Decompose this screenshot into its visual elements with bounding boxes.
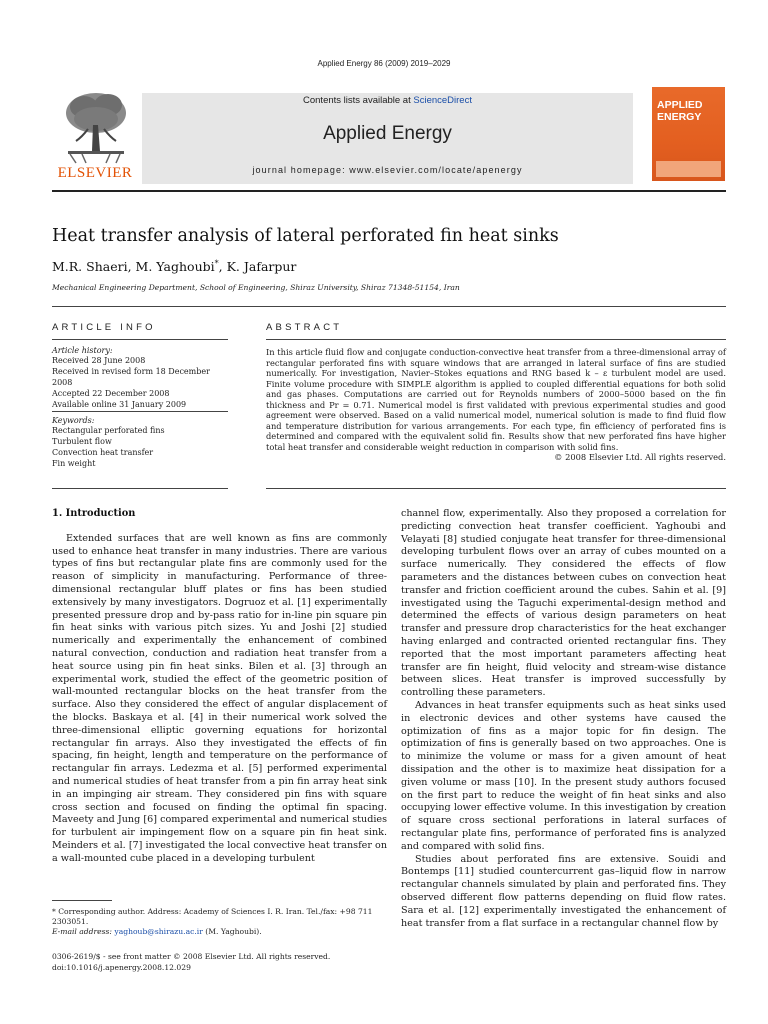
keyword: Fin weight — [52, 459, 96, 468]
journal-title: Applied Energy — [323, 123, 452, 144]
header-rule — [52, 190, 726, 192]
paragraph: Advances in heat transfer equipments such as heat sinks used in electronic devices and other systems have caused the optimization of fins as a major topic for fin design. The optimization of fins is generally based on two approaches. One is to minimize the volume or mass for a given amount of heat dissipation and the other is to maximize heat dissipation for a given volume or mass [10]. In the present study authors focused on the first part to reduce the weight of fin heat sinks and also occupying lower effective volume. In this investigation by creation of square cross sectional perforations in lateral surfaces of rectangular plate fins, performance of perforated fins is analyzed and compared with solid fins. — [401, 699, 726, 852]
issn-line: 0306-2619/$ - see front matter © 2008 Elsevier Ltd. All rights reserved. — [52, 952, 331, 961]
history-item: Received 28 June 2008 — [52, 356, 146, 365]
abstract-body — [266, 347, 726, 463]
email-link[interactable]: yaghoub@shirazu.ac.ir — [114, 927, 203, 936]
keyword: Convection heat transfer — [52, 448, 154, 457]
keyword: Rectangular perforated fins — [52, 426, 165, 435]
abstract-heading: ABSTRACT — [266, 322, 343, 333]
journal-masthead — [52, 85, 726, 185]
section-title: 1. Introduction — [52, 508, 136, 519]
email-suffix: (M. Yaghoubi). — [205, 927, 262, 936]
doi-line[interactable]: doi:10.1016/j.apenergy.2008.12.029 — [52, 963, 191, 972]
article-history — [52, 346, 228, 410]
corresponding-author-note: * Corresponding author. Address: Academy of Sciences I. R. Iran. Tel./fax: +98 711 2303051. — [52, 907, 373, 926]
journal-reference: Applied Energy 86 (2009) 2019–2029 — [317, 59, 451, 68]
divider — [52, 411, 228, 412]
history-item: Available online 31 January 2009 — [52, 400, 187, 409]
front-matter — [52, 951, 330, 973]
author-list — [52, 259, 296, 274]
cover-title — [657, 99, 723, 123]
contents-line — [142, 95, 633, 106]
paragraph: Extended surfaces that are well known as fins are commonly used to enhance heat transfer in many industries. There are various types of fins but rectangular plate fins are commonly used for the reason of simplicity in manufacturing. Performance of three-dimensional rectangular bluff plates or fins has been studied extensively by many investigators. Dogruoz et al. [1] experimentally presented pressure drop and by-pass ratio for in-line pin square pin fin heat sinks with various pitch sizes. Yu and Joshi [2] studied numerically and experimentally the enhancement of combined natural convection, conduction and radiation heat transfer from a heat source using pin fin heat sinks. Bilen et al. [3] through an experimental work, studied the effect of the geometric position of wall-mounted rectangular blocks on the heat transfer from the surface. Also they considered the effect of angular displacement of the blocks. Baskaya et al. [4] in their numerical work solved the three-dimensional elliptic governing equations for horizontal rectangular fin arrays. Also they investigated the effects of fin spacing, fin height, length and temperature on the performance of rectangular fin arrays. Ledezma et al. [5] performed experimental and numerical studies of heat transfer from a pin fin array heat sink in an impinging air stream. They considered pin fins with square cross section and focused on finding the optimal fin spacing. Maveety and Jung [6] compared experimental and numerical studies for turbulent air impingement flow on a square pin fin heat sink. Meinders et al. [7] investigated the local convective heat transfer on a wall-mounted cube placed in a developing turbulent — [52, 532, 387, 864]
cover-band — [656, 161, 721, 177]
journal-cover[interactable] — [652, 87, 725, 181]
divider — [52, 339, 228, 340]
article-title: Heat transfer analysis of lateral perforated fin heat sinks — [52, 226, 559, 246]
tree-icon — [62, 89, 130, 165]
article-info-heading: ARTICLE INFO — [52, 322, 156, 333]
divider — [266, 488, 726, 489]
keyword: Turbulent flow — [52, 437, 112, 446]
footnote-rule — [52, 900, 112, 901]
divider — [266, 339, 726, 340]
paragraph: channel flow, experimentally. Also they proposed a correlation for predicting convection heat transfer coefficient. Yaghoubi and Velayati [8] studied conjugate heat transfer for three-dimensional developing turbulent flows over an array of cubes mounted on a surface numerically. They considered the effects of flow parameters and the distances between cubes on convection heat transfer and friction coefficient around the cubes. Sahin et al. [9] investigated using the Taguchi experimental-design method and determined the effects of various design parameters on heat transfer and pressure drop characteristics for the heat exchanger having enlarged and contracted oriented rectangular fins. They reported that the most important parameters affecting heat transfer are fin height, fluid velocity and stream-wise distance between slices. Heat transfer is improved successfully by controlling these parameters. — [401, 508, 726, 699]
history-label: Article history: — [52, 346, 113, 355]
paragraph: Studies about perforated fins are extensive. Souidi and Bontemps [11] studied countercurrent gas–liquid flow in narrow rectangular channels simulated by plain and perforated fins. They observed different flow patterns depending on fluid flow rates. Sara et al. [12] experimentally investigated the enhancement of heat transfer from a flat surface in a rectangular channel flow by — [401, 853, 726, 929]
authors-main: M.R. Shaeri, M. Yaghoubi — [52, 259, 215, 275]
abstract-copyright: © 2008 Elsevier Ltd. All rights reserved. — [554, 452, 726, 462]
email-label: E-mail address: — [52, 927, 112, 936]
publisher-name: ELSEVIER — [57, 165, 133, 181]
journal-header-box — [142, 93, 633, 184]
keywords-label: Keywords: — [52, 416, 95, 425]
email-line — [52, 927, 387, 937]
divider — [52, 306, 726, 307]
right-column — [401, 508, 726, 930]
affiliation: Mechanical Engineering Department, School of Engineering, Shiraz University, Shiraz 71348-51154, Iran — [52, 283, 460, 292]
elsevier-logo[interactable] — [54, 89, 136, 183]
journal-homepage[interactable]: journal homepage: www.elsevier.com/locate/apenergy — [252, 165, 523, 175]
contents-prefix: Contents lists available at — [303, 95, 414, 106]
sciencedirect-link[interactable]: ScienceDirect — [413, 95, 472, 106]
keywords — [52, 416, 228, 469]
authors-rest: , K. Jafarpur — [218, 259, 297, 275]
left-column — [52, 508, 387, 866]
corresponding-mark[interactable]: * — [214, 259, 219, 268]
history-item: Accepted 22 December 2008 — [52, 389, 170, 398]
divider — [52, 488, 228, 489]
cover-title-line-1: APPLIED — [657, 99, 703, 111]
footnote — [52, 907, 387, 937]
cover-title-line-2: ENERGY — [657, 111, 702, 123]
history-item: Received in revised form 18 December 2008 — [52, 367, 210, 387]
abstract-text: In this article fluid flow and conjugate conduction-convective heat transfer from a three-dimensional array of rectangular perforated fins with square windows that are arranged in lateral surface of fins are studied numerically. For investigation, Navier–Stokes equations and RNG based k – ε turbulent model are used. Finite volume procedure with SIMPLE algorithm is applied to coupled differential equations for both solid and gas phases. Computations are carried out for Reynolds numbers of 2000–5000 based on the fin thickness and Pr = 0.71. Numerical model is first validated with previous experimental studies and good agreement were observed. Based on a valid numerical model, numerical solution is made to find fluid flow and temperature distribution for various arrangements. For each type, fin efficiency of perforated fins is determined and compared with the equivalent solid fin. Results show that new perforated fins have higher total heat transfer and considerable weight reduction in comparison with solid fins. — [266, 347, 726, 452]
